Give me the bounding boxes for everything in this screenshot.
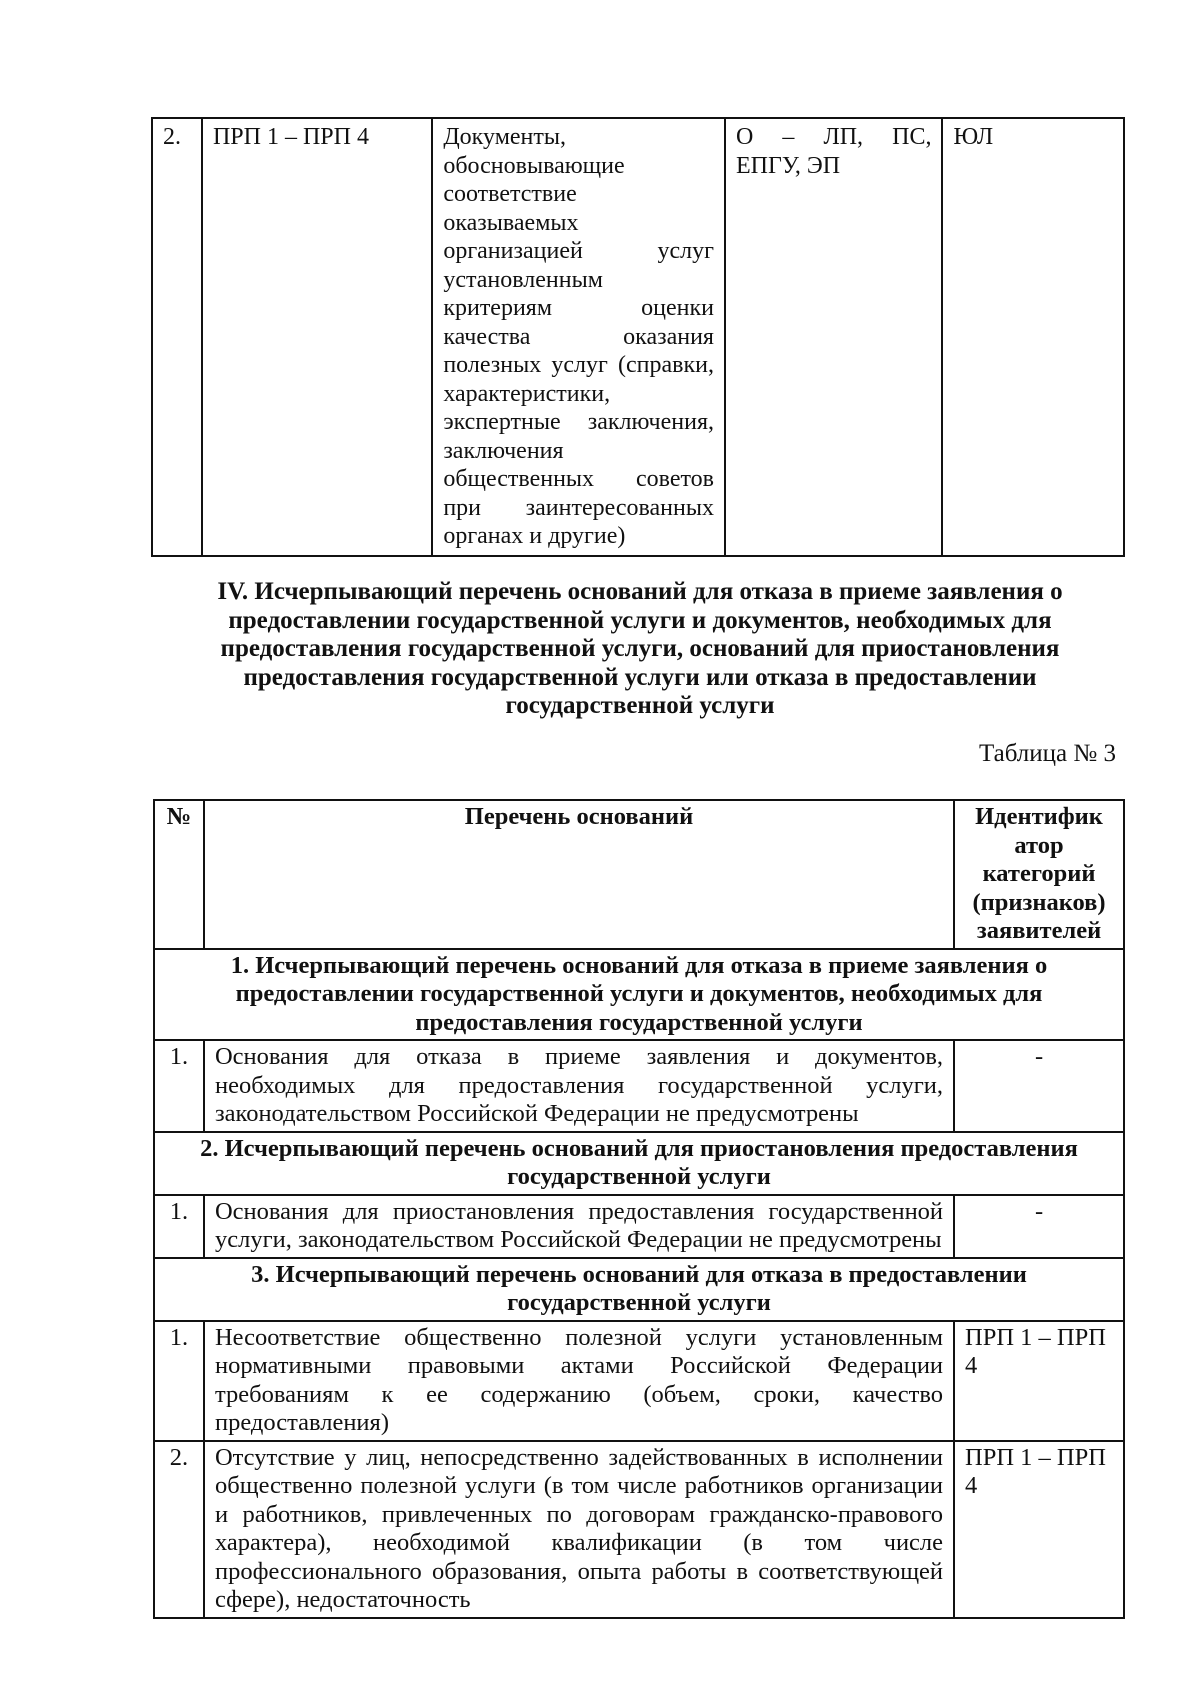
table-header-row [154, 800, 1124, 949]
header-grounds: Перечень оснований [204, 800, 954, 949]
table-row [154, 1441, 1124, 1618]
row-identifier: ПРП 1 – ПРП 4 [954, 1441, 1124, 1618]
table-row [154, 1195, 1124, 1258]
previous-table-fragment [151, 117, 1125, 557]
submission-method: О – ЛП, ПС, ЕПГУ, ЭП [725, 118, 942, 556]
row-number: 1. [154, 1195, 204, 1258]
group-title: 2. Исчерпывающий перечень оснований для приостановления предоставления государственной услуги [154, 1132, 1124, 1195]
table-caption: Таблица № 3 [978, 740, 1116, 767]
row-text: Несоответствие общественно полезной услуги установленным нормативными правовыми актами Российской Федерации требованиям к ее содержанию (объем, сроки, качество предоставления) [204, 1321, 954, 1441]
grounds-table [153, 799, 1125, 1619]
row-text: Основания для отказа в приеме заявления и документов, необходимых для предоставления государственной услуги, законодательством Российской Федерации не предусмотрены [204, 1040, 954, 1132]
group-title-row [154, 949, 1124, 1041]
category-codes: ПРП 1 – ПРП 4 [202, 118, 432, 556]
group-title: 1. Исчерпывающий перечень оснований для отказа в приеме заявления о предоставлении государственной услуги и документов, необходимых для предоставления государственной услуги [154, 949, 1124, 1041]
table-row [154, 1040, 1124, 1132]
row-number: 1. [154, 1321, 204, 1441]
row-number: 2. [154, 1441, 204, 1618]
header-number: № [154, 800, 204, 949]
row-number: 2. [152, 118, 202, 556]
group-title-row [154, 1258, 1124, 1321]
row-identifier: - [954, 1195, 1124, 1258]
row-text: Отсутствие у лиц, непосредственно задействованных в исполнении общественно полезной услуги (в том числе работников организации и работников, привлеченных по договорам гражданско-правового характера), необходимой квалификации (в том числе профессионального образования, опыта работы в соответствующей сфере), недостаточность [204, 1441, 954, 1618]
row-text: Основания для приостановления предоставления государственной услуги, законодательством Российской Федерации не предусмотрены [204, 1195, 954, 1258]
row-identifier: - [954, 1040, 1124, 1132]
table-row [152, 118, 1124, 556]
applicant-type: ЮЛ [942, 118, 1124, 556]
row-number: 1. [154, 1040, 204, 1132]
group-title-row [154, 1132, 1124, 1195]
documents-description: Документы, обосновывающие соответствие оказываемых организацией услуг установленным критериям оценки качества оказания полезных услуг (справки, характеристики, экспертные заключения, заключения общественных советов при заинтересованных органах и другие) [432, 118, 725, 556]
section-heading: IV. Исчерпывающий перечень оснований для отказа в приеме заявления о предоставлении государственной услуги и документов, необходимых для предоставления государственной услуги, оснований для приостановления предоставления государственной услуги или отказа в предоставлении государственной услуги [217, 578, 1063, 719]
header-identifier: Идентифик атор категорий (признаков) заявителей [954, 800, 1124, 949]
group-title: 3. Исчерпывающий перечень оснований для отказа в предоставлении государственной услуги [154, 1258, 1124, 1321]
table-row [154, 1321, 1124, 1441]
row-identifier: ПРП 1 – ПРП 4 [954, 1321, 1124, 1441]
